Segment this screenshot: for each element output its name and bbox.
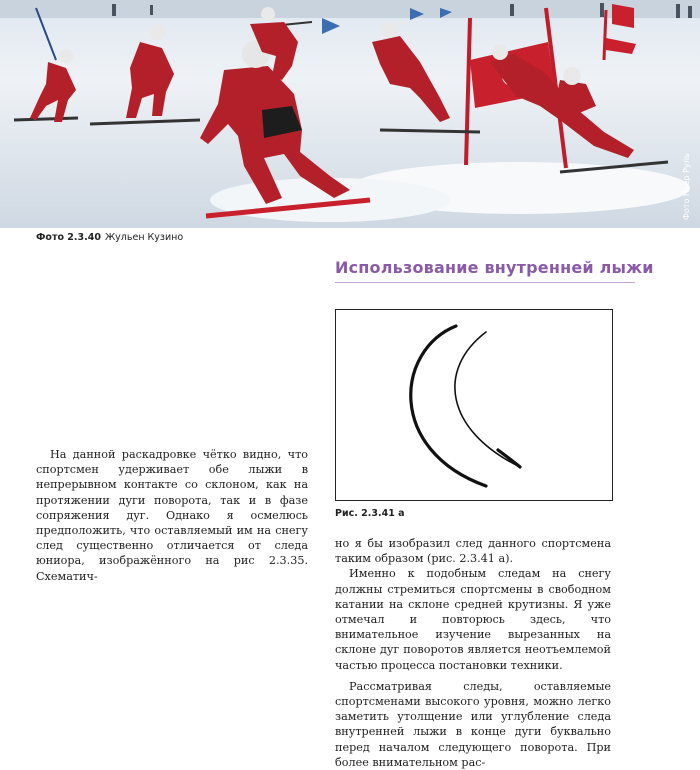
right-paragraph-2: Именно к подобным следам на снегу должны стремиться спортсмены в свободном катании на склоне средней крутизны. Я уже отмечал и повторюсь здесь, что внимательное изучение вырезанных на склоне дуг поворотов является неотъемлемой частью процесса постановки техники. bbox=[335, 567, 611, 672]
inner-ski-track bbox=[455, 332, 518, 466]
right-column bbox=[335, 536, 611, 770]
photo-credit: Фото Пьер Руль bbox=[682, 153, 691, 220]
figure-caption: Рис. 2.3.41 а bbox=[335, 508, 405, 519]
section-title-rule bbox=[335, 282, 635, 283]
photo-caption bbox=[36, 232, 183, 243]
outer-ski-track bbox=[411, 326, 486, 486]
section-title-text: Использование внутренней лыжи bbox=[335, 258, 654, 277]
left-paragraph-1: На данной раскадровке чётко видно, что спортсмен удерживает обе лыжи в непрерывном контакте со склоном, как на протяжении дуги поворота, так и в фазе сопряжения дуг. Однако я осмелюсь предположить, что оставляемый им на снегу след существенно отличается от следа юниора, изображённого на рис 2.3.35. Схематич- bbox=[36, 448, 308, 583]
right-paragraph-3: Рассматривая следы, оставляемые спортсменами высокого уровня, можно легко заметить утолщение или углубление следа внутренней лыжи в конце дуги буквально перед началом следующего поворота. При более внимательном рас- bbox=[335, 679, 611, 769]
photo-caption-author: Жульен Кузино bbox=[104, 232, 184, 243]
right-paragraph-1: но я бы изобразил след данного спортсмена таким образом (рис. 2.3.41 а). bbox=[335, 537, 611, 566]
photo-caption-label: Фото 2.3.40 bbox=[36, 232, 101, 243]
ski-tracks-figure bbox=[335, 309, 613, 501]
inner-ski-track-end bbox=[498, 450, 520, 467]
left-column bbox=[36, 447, 308, 584]
section-title bbox=[335, 258, 654, 277]
skiers-photo bbox=[0, 0, 700, 228]
